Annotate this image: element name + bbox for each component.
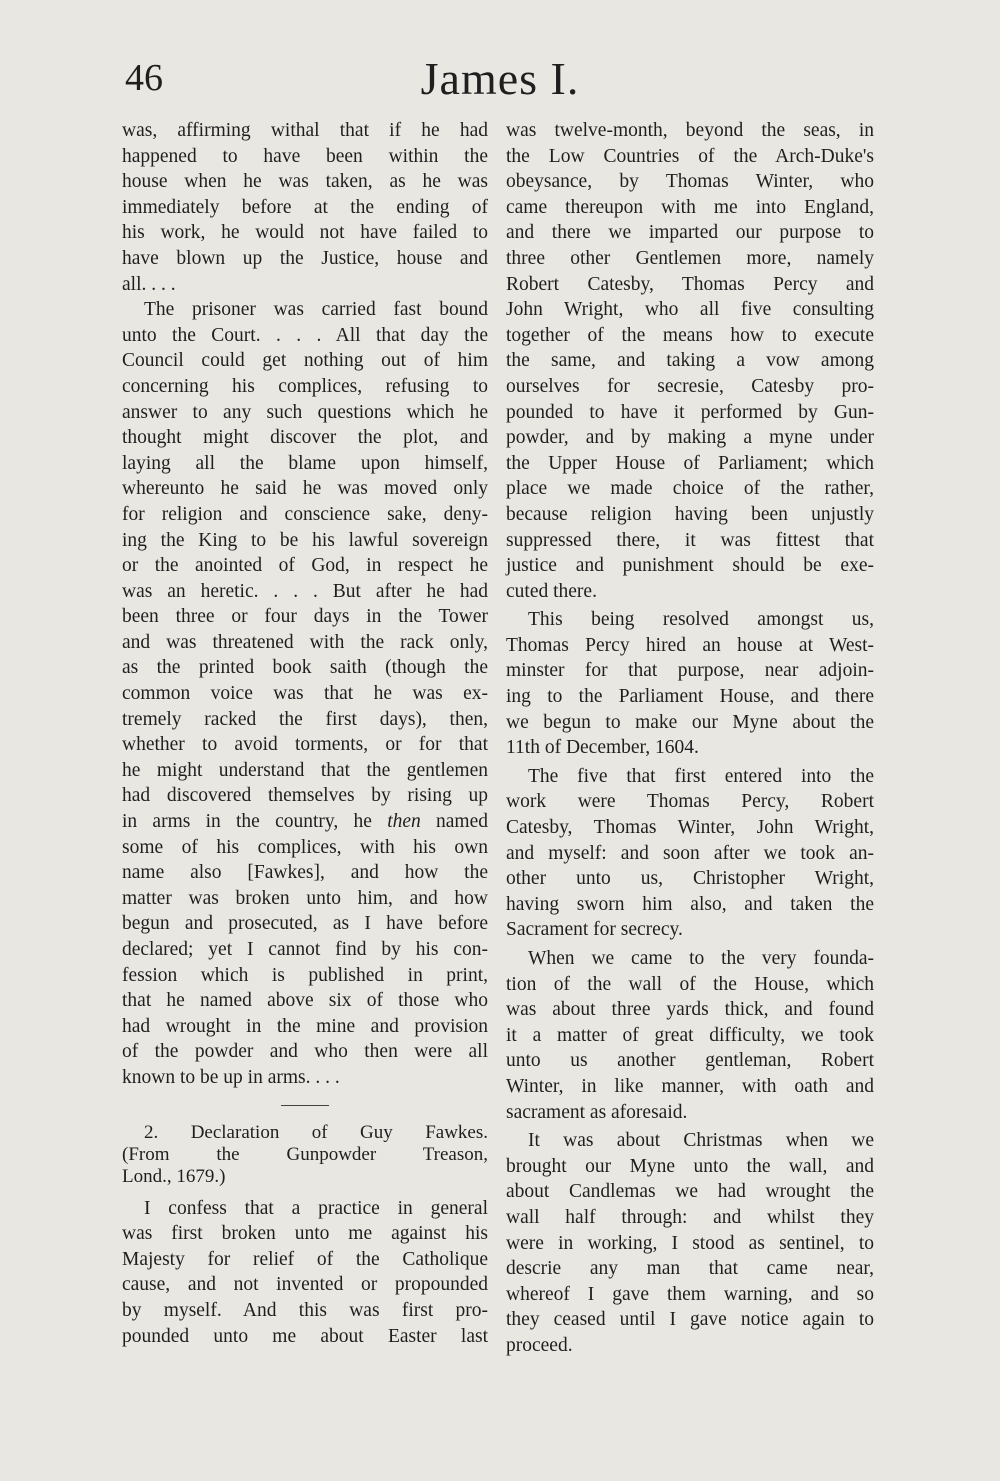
text-line: was, affirming withal that if he had xyxy=(122,120,488,141)
text-line: concerning his complices, refusing to xyxy=(122,375,488,397)
text-line: about Candlemas we had wrought the xyxy=(506,1181,874,1203)
text-line: whereunto he said he was moved only xyxy=(122,478,488,500)
text-line: or the anointed of God, in respect he xyxy=(122,555,488,577)
text-line: thought might discover the plot, and xyxy=(122,427,488,449)
right-paragraph-2 xyxy=(506,607,874,761)
text-line: tion of the wall of the House, which xyxy=(506,973,874,995)
text-line-with-italic xyxy=(122,809,488,835)
text-line: suppressed there, it was fittest that xyxy=(506,529,874,551)
left-paragraph-3 xyxy=(122,1196,488,1350)
text-line: been three or four days in the Tower xyxy=(122,606,488,628)
text-line: declared; yet I cannot find by his con- xyxy=(122,939,488,960)
running-head: James I. xyxy=(420,53,580,104)
text-line: three other Gentlemen more, namely xyxy=(506,247,874,269)
text-line: work were Thomas Percy, Robert xyxy=(506,791,874,813)
text-line: sacrament as aforesaid. xyxy=(506,1101,688,1123)
text-line: it a matter of great difficulty, we took xyxy=(506,1024,874,1046)
right-paragraph-1 xyxy=(506,118,874,604)
text-line: Majesty for relief of the Catholique xyxy=(122,1248,488,1270)
text-line: begun and prosecuted, as I have before xyxy=(122,913,488,935)
text-line: and there we imparted our purpose to xyxy=(506,222,874,244)
text-line: justice and punishment should be exe- xyxy=(506,555,874,577)
text-line: as the printed book saith (though the xyxy=(122,657,488,679)
text-line: was about three yards thick, and found xyxy=(506,999,874,1021)
right-paragraph-5 xyxy=(506,1128,874,1358)
text-line: Council could get nothing out of him xyxy=(122,350,488,372)
text-line: ourselves for secresie, Catesby pro- xyxy=(506,375,874,397)
text-line: 11th of December, 1604. xyxy=(506,737,699,759)
text-line: cuted there. xyxy=(506,580,597,602)
text-line: immediately before at the ending of xyxy=(122,196,488,218)
left-column xyxy=(122,118,488,1349)
text-line: had discovered themselves by rising up xyxy=(122,785,488,807)
text-line: was twelve-month, beyond the seas, in xyxy=(506,120,874,141)
text-line: The prisoner was carried fast bound xyxy=(144,299,488,321)
text-line: that he named above six of those who xyxy=(122,990,488,1012)
line-segment: named xyxy=(436,811,489,833)
text-line: place we made choice of the rather, xyxy=(506,478,874,500)
text-line: Sacrament for secrecy. xyxy=(506,919,683,941)
text-line: had wrought in the mine and provision xyxy=(122,1015,488,1037)
text-line: wall half through: and whilst they xyxy=(506,1206,874,1228)
text-line: whether to avoid torments, or for that xyxy=(122,734,488,756)
text-line: was first broken unto me against his xyxy=(122,1223,488,1245)
heading-line: Lond., 1679.) xyxy=(122,1165,226,1187)
text-line: pounded unto me about Easter last xyxy=(122,1325,488,1347)
text-line: was an heretic. . . . But after he had xyxy=(122,580,488,602)
text-line: descrie any man that came near, xyxy=(506,1258,874,1280)
text-line: the Low Countries of the Arch-Duke's xyxy=(506,145,874,167)
text-line: It was about Christmas when we xyxy=(528,1130,874,1152)
text-line: unto the Court. . . . All that day the xyxy=(122,324,488,346)
text-line: known to be up in arms. . . . xyxy=(122,1066,340,1088)
text-line: some of his complices, with his own xyxy=(122,836,488,858)
text-line: other unto us, Christopher Wright, xyxy=(506,868,874,890)
text-line: brought our Myne unto the wall, and xyxy=(506,1155,874,1177)
italic-word: then xyxy=(387,811,421,833)
text-line: Winter, in like manner, with oath and xyxy=(506,1075,874,1097)
text-line: I confess that a practice in general xyxy=(144,1197,488,1219)
text-line: Robert Catesby, Thomas Percy and xyxy=(506,273,874,295)
text-line: Catesby, Thomas Winter, John Wright, xyxy=(506,817,874,839)
text-line: came thereupon with me into England, xyxy=(506,196,874,218)
text-line: whereof I gave them warning, and so xyxy=(506,1283,874,1305)
text-line: happened to have been within the xyxy=(122,145,488,167)
text-line: were in working, I stood as sentinel, to xyxy=(506,1232,874,1254)
left-paragraph-1 xyxy=(122,118,488,297)
text-line: When we came to the very founda- xyxy=(528,948,874,969)
text-line: fession which is published in print, xyxy=(122,964,488,986)
text-line: ing the King to be his lawful sovereign xyxy=(122,529,488,551)
section-heading xyxy=(122,1122,488,1188)
text-line: laying all the blame upon himself, xyxy=(122,452,488,474)
text-line: This being resolved amongst us, xyxy=(528,609,874,631)
section-divider xyxy=(281,1105,329,1106)
text-line: they ceased until I gave notice again to xyxy=(506,1309,874,1331)
text-line: the Upper House of Parliament; which xyxy=(506,452,874,474)
text-line: John Wright, who all five consulting xyxy=(506,299,874,321)
text-line: obeysance, by Thomas Winter, who xyxy=(506,171,874,193)
text-line: by myself. And this was first pro- xyxy=(122,1299,488,1321)
text-line: because religion having been unjustly xyxy=(506,503,874,525)
text-line: together of the means how to execute xyxy=(506,324,874,346)
heading-line: 2. Declaration of Guy Fawkes. xyxy=(144,1121,488,1143)
right-column xyxy=(506,118,874,1359)
text-line: minster for that purpose, near adjoin- xyxy=(506,660,874,682)
text-line: for religion and conscience sake, deny- xyxy=(122,503,488,525)
text-line: and myself: and soon after we took an- xyxy=(506,842,874,864)
text-line: common voice was that he was ex- xyxy=(122,683,488,705)
text-line: all. . . . xyxy=(122,273,176,295)
right-paragraph-4 xyxy=(506,946,874,1125)
text-line: answer to any such questions which he xyxy=(122,401,488,423)
text-line: of the powder and who then were all xyxy=(122,1041,488,1063)
text-line: he might understand that the gentlemen xyxy=(122,759,488,781)
text-line: house when he was taken, as he was xyxy=(122,171,488,193)
text-line: ing to the Parliament House, and there xyxy=(506,686,874,708)
right-paragraph-3 xyxy=(506,764,874,943)
line-segment: in arms in the country, he xyxy=(122,811,372,833)
text-line: have blown up the Justice, house and xyxy=(122,247,488,269)
text-line: we begun to make our Myne about the xyxy=(506,711,874,733)
text-line: name also [Fawkes], and how the xyxy=(122,862,488,884)
text-line: the same, and taking a vow among xyxy=(506,350,874,372)
text-line: powder, and by making a myne under xyxy=(506,427,874,449)
page-number: 46 xyxy=(125,57,163,99)
left-paragraph-2 xyxy=(122,297,488,1090)
text-line: having sworn him also, and taken the xyxy=(506,893,874,915)
text-line: Thomas Percy hired an house at West- xyxy=(506,634,874,656)
text-line: matter was broken unto him, and how xyxy=(122,887,488,909)
heading-line: (From the Gunpowder Treason, xyxy=(122,1143,488,1165)
text-line: tremely racked the first days), then, xyxy=(122,708,488,730)
text-line: pounded to have it performed by Gun- xyxy=(506,401,874,423)
text-line: his work, he would not have failed to xyxy=(122,222,488,244)
text-line: cause, and not invented or propounded xyxy=(122,1274,488,1296)
text-line: proceed. xyxy=(506,1334,573,1356)
text-line: and was threatened with the rack only, xyxy=(122,631,488,653)
text-line: The five that first entered into the xyxy=(528,765,874,787)
text-line: unto us another gentleman, Robert xyxy=(506,1050,874,1072)
